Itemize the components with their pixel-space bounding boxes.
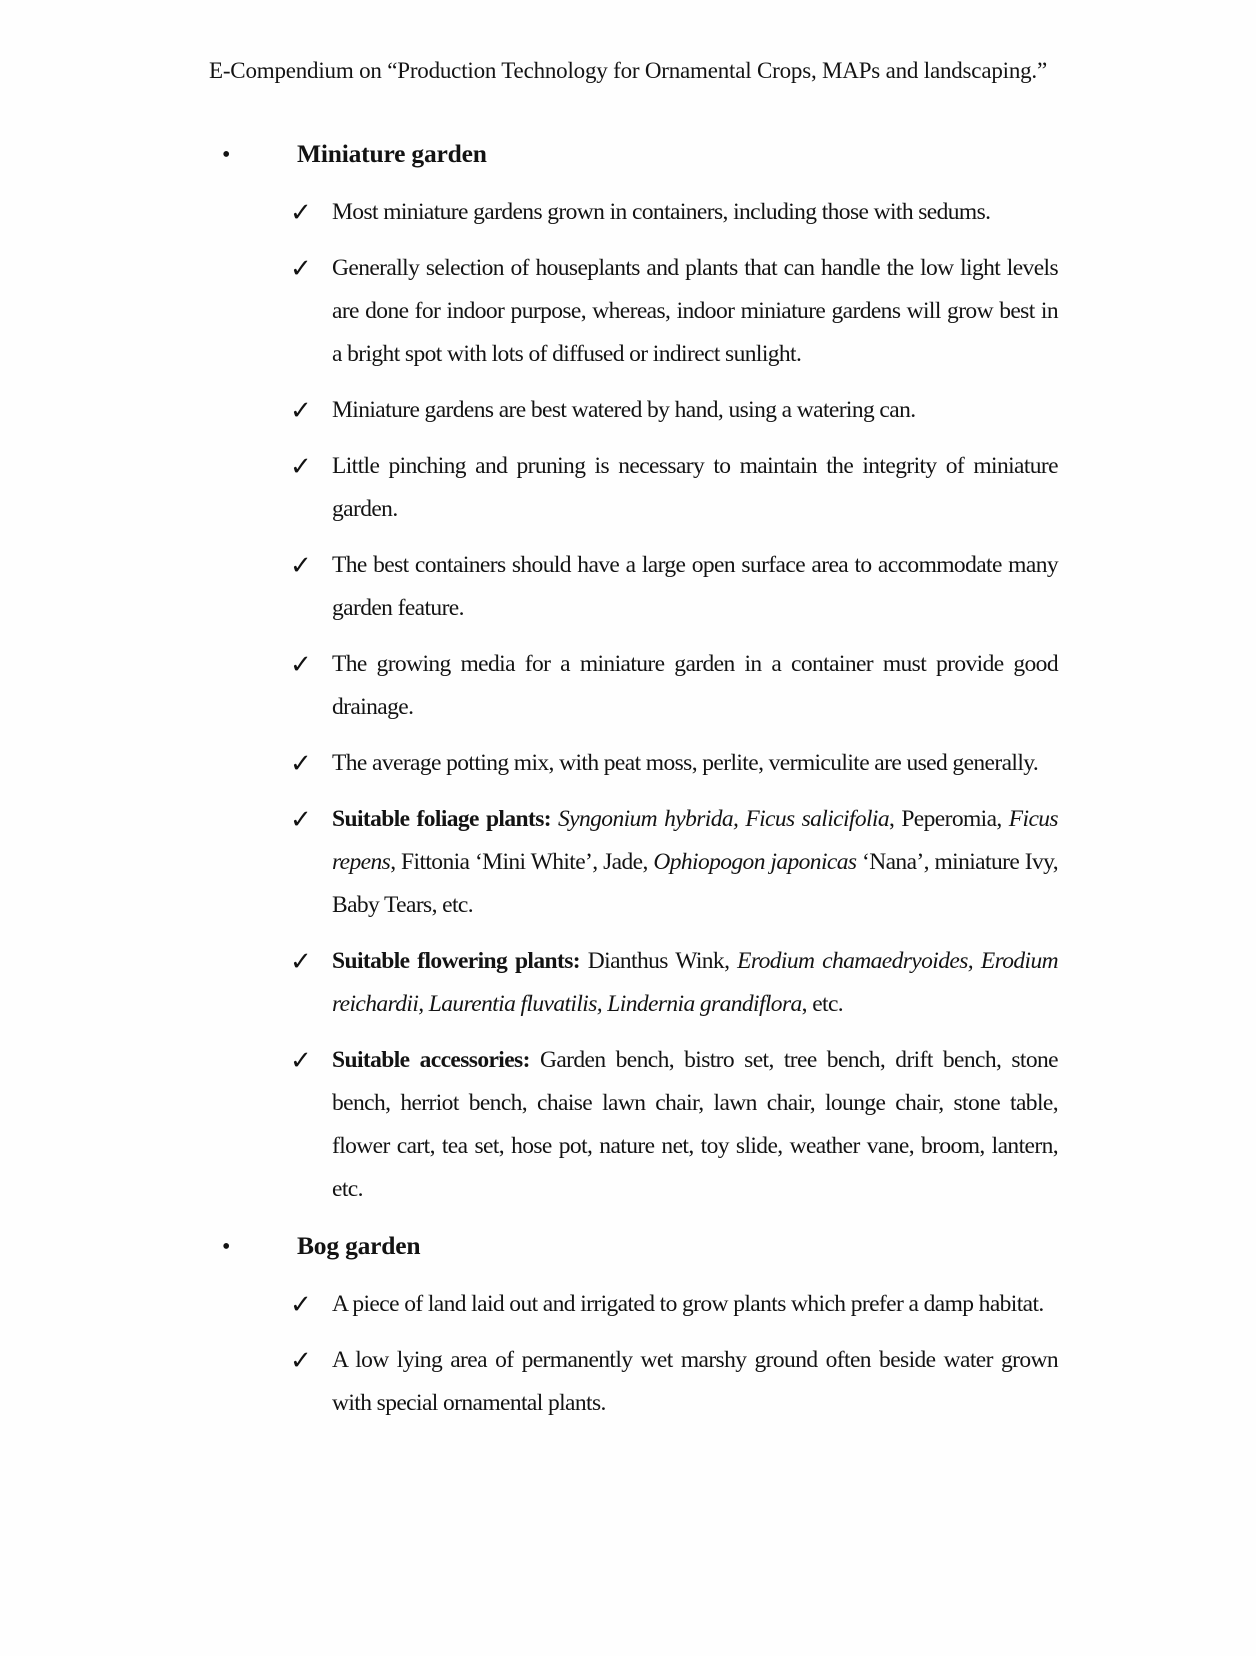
section-bog-garden — [222, 1224, 1058, 1425]
bullet-icon: • — [222, 1234, 231, 1260]
checkmark-icon: ✓ — [290, 551, 312, 580]
item-text — [332, 1283, 1058, 1326]
section-heading: Miniature garden — [297, 139, 487, 168]
list-item — [290, 798, 1058, 927]
checkmark-icon: ✓ — [290, 1346, 312, 1375]
text-run: Ophiopogon japonicas — [653, 849, 857, 875]
text-run: The best containers should have a large open surface area to accommodate many garden feature. — [332, 552, 1058, 621]
list-item — [290, 247, 1058, 376]
text-run: A piece of land laid out and irrigated to grow plants which prefer a damp habitat. — [332, 1291, 1044, 1317]
text-run: Garden bench, bistro set, tree bench, drift bench, stone bench, herriot bench, chaise lawn chair, lawn chair, lounge chair, stone table, flower cart, tea set, hose pot, nature net, toy slide, weather vane, broom, lantern, etc. — [332, 1047, 1058, 1202]
list-item — [290, 1283, 1058, 1326]
text-run: Syngonium hybrida, Ficus salicifolia — [558, 806, 889, 832]
text-run: , etc. — [801, 991, 844, 1017]
section-heading-row — [222, 132, 1058, 177]
item-text — [332, 247, 1058, 376]
text-run: Miniature gardens are best watered by hand, using a watering can. — [332, 397, 916, 423]
checkmark-icon: ✓ — [290, 947, 312, 976]
item-text — [332, 940, 1058, 1026]
checkmark-icon: ✓ — [290, 452, 312, 481]
document-header-title: E-Compendium on “Production Technology for Ornamental Crops, MAPs and landscaping.” — [209, 58, 1047, 83]
text-run: ‘Nana’, miniature Ivy, Baby Tears, etc. — [332, 849, 1058, 918]
checkmark-icon: ✓ — [290, 805, 312, 834]
item-text — [332, 445, 1058, 531]
section-heading-row — [222, 1224, 1058, 1269]
text-run: The average potting mix, with peat moss, perlite, vermiculite are used generally. — [332, 750, 1039, 776]
item-text — [332, 544, 1058, 630]
item-text — [332, 643, 1058, 729]
item-text — [332, 1039, 1058, 1211]
text-run: Most miniature gardens grown in containers, including those with sedums. — [332, 199, 991, 225]
list-item — [290, 1339, 1058, 1425]
text-run: Ficus repens — [332, 806, 1058, 875]
text-run: Dianthus Wink, — [587, 948, 738, 974]
list-item — [290, 643, 1058, 729]
checkmark-icon: ✓ — [290, 396, 312, 425]
text-run: , Fittonia ‘Mini White’, Jade, — [390, 849, 654, 875]
section-heading: Bog garden — [297, 1231, 421, 1260]
text-run: Generally selection of houseplants and plants that can handle the low light levels are done for indoor purpose, whereas, indoor miniature gardens will grow best in a bright spot with lots of diffused or indirect sunlight. — [332, 255, 1058, 367]
checkmark-icon: ✓ — [290, 1290, 312, 1319]
item-text — [332, 191, 1058, 234]
list-item — [290, 742, 1058, 785]
bullet-icon: • — [222, 142, 231, 168]
checkmark-icon: ✓ — [290, 749, 312, 778]
item-text — [332, 1339, 1058, 1425]
checkmark-icon: ✓ — [290, 198, 312, 227]
text-run: Suitable foliage plants: — [332, 806, 559, 832]
text-run: The growing media for a miniature garden in a container must provide good drainage. — [332, 651, 1058, 720]
item-text — [332, 742, 1058, 785]
text-run: Suitable accessories: — [332, 1047, 540, 1073]
text-run: , Peperomia, — [889, 806, 1009, 832]
list-item — [290, 389, 1058, 432]
item-text — [332, 798, 1058, 927]
text-run: Erodium chamaedryoides, Erodium reichardii, Laurentia fluvatilis, Lindernia grandiflora — [332, 948, 1058, 1017]
checkmark-icon: ✓ — [290, 254, 312, 283]
checkmark-icon: ✓ — [290, 650, 312, 679]
item-text — [332, 389, 1058, 432]
list-item — [290, 940, 1058, 1026]
checkmark-icon: ✓ — [290, 1046, 312, 1075]
list-item — [290, 191, 1058, 234]
text-run: Suitable flowering plants: — [332, 948, 588, 974]
text-run: Little pinching and pruning is necessary to maintain the integrity of miniature garden. — [332, 453, 1058, 522]
text-run: A low lying area of permanently wet marshy ground often beside water grown with special ornamental plants. — [332, 1347, 1058, 1416]
list-item — [290, 1039, 1058, 1211]
list-item — [290, 445, 1058, 531]
section-miniature-garden — [222, 132, 1058, 1211]
document-content — [222, 126, 1058, 1438]
list-item — [290, 544, 1058, 630]
